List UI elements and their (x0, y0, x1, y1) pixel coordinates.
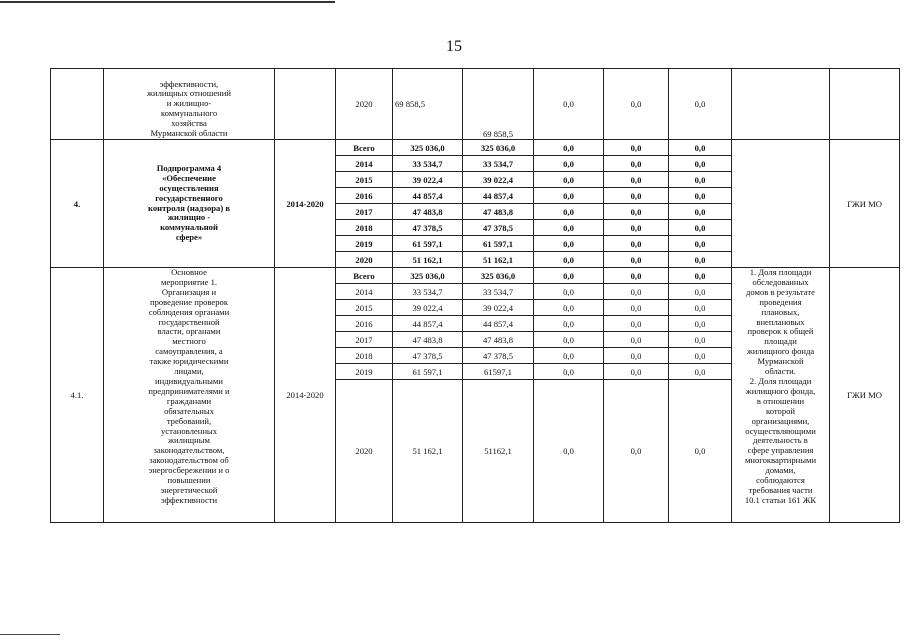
bottom-rule (0, 634, 60, 635)
cell-value: 0,0 (604, 332, 669, 348)
cell-value: 0,0 (604, 204, 669, 220)
cell-total: 47 378,5 (393, 348, 463, 364)
cell-value: 0,0 (604, 172, 669, 188)
cell-year: 2015 (336, 172, 393, 188)
cell-budget: 47 378,5 (463, 348, 534, 364)
sub4-indicators (732, 140, 830, 268)
cell-value: 0,0 (669, 332, 732, 348)
cell-total: 61 597,1 (393, 236, 463, 252)
cell-value: 0,0 (604, 268, 669, 284)
cell-c1: 0,0 (534, 69, 604, 140)
cell-value: 0,0 (604, 252, 669, 268)
top-rule (0, 1, 335, 3)
cell-c2: 0,0 (604, 69, 669, 140)
cell-year: 2016 (336, 188, 393, 204)
cell-budget: 61597,1 (463, 364, 534, 380)
cell-name: эффективности, жилищных отношений и жилищно- коммунального хозяйства Мурманской области (104, 69, 275, 140)
cell-year: 2014 (336, 156, 393, 172)
cell-budget: 39 022,4 (463, 300, 534, 316)
table-row (51, 268, 900, 284)
cell-total: 51 162,1 (393, 252, 463, 268)
cell-value: 0,0 (534, 204, 604, 220)
cell-value: 0,0 (534, 188, 604, 204)
sub4-name: Подпрограмма 4 «Обеспечение осуществления государственного контроля (надзора) в жилищно - коммунальной сфере» (104, 140, 275, 268)
cell-budget: 51162,1 (463, 380, 534, 523)
cell-budget: 325 036,0 (463, 268, 534, 284)
cell-value: 0,0 (669, 236, 732, 252)
cell-year: Всего (336, 140, 393, 156)
cell-value: 0,0 (669, 156, 732, 172)
cell-num (51, 69, 104, 140)
cell-value: 0,0 (669, 188, 732, 204)
cell-budget: 33 534,7 (463, 284, 534, 300)
cell-year: 2018 (336, 220, 393, 236)
cell-value: 0,0 (669, 140, 732, 156)
cell-budget: 44 857,4 (463, 316, 534, 332)
cell-indicators (732, 69, 830, 140)
cell-value: 0,0 (534, 156, 604, 172)
cell-year: 2015 (336, 300, 393, 316)
cell-value: 0,0 (534, 268, 604, 284)
cell-value: 0,0 (604, 156, 669, 172)
cell-value: 0,0 (669, 380, 732, 523)
cell-total: 47 483,8 (393, 332, 463, 348)
cell-year: 2020 (336, 69, 393, 140)
cell-total: 33 534,7 (393, 156, 463, 172)
cell-year: 2019 (336, 364, 393, 380)
cell-year: 2014 (336, 284, 393, 300)
cell-value: 0,0 (534, 172, 604, 188)
cell-value: 0,0 (669, 300, 732, 316)
cell-value: 0,0 (604, 236, 669, 252)
cell-total: 47 378,5 (393, 220, 463, 236)
cell-year: 2016 (336, 316, 393, 332)
cell-value: 0,0 (669, 204, 732, 220)
cell-budget: 39 022,4 (463, 172, 534, 188)
cell-value: 0,0 (604, 300, 669, 316)
cell-value: 0,0 (534, 252, 604, 268)
cell-value: 0,0 (534, 316, 604, 332)
cell-value: 0,0 (534, 332, 604, 348)
cell-value: 0,0 (669, 284, 732, 300)
cell-value: 0,0 (534, 348, 604, 364)
cell-budget: 47 378,5 (463, 220, 534, 236)
cell-year: Всего (336, 268, 393, 284)
cell-value: 0,0 (604, 220, 669, 236)
cell-total: 39 022,4 (393, 172, 463, 188)
cell-value: 0,0 (604, 316, 669, 332)
cell-year: 2017 (336, 204, 393, 220)
cell-value: 0,0 (534, 380, 604, 523)
cell-value: 0,0 (604, 188, 669, 204)
cell-total: 44 857,4 (393, 188, 463, 204)
page-number: 15 (446, 38, 462, 55)
cell-value: 0,0 (604, 364, 669, 380)
cell-value: 0,0 (669, 220, 732, 236)
cell-value: 0,0 (669, 348, 732, 364)
cell-budget: 61 597,1 (463, 236, 534, 252)
m41-period: 2014-2020 (275, 268, 336, 523)
cell-total: 325 036,0 (393, 140, 463, 156)
cell-c3: 0,0 (669, 69, 732, 140)
cell-period (275, 69, 336, 140)
budget-table (50, 68, 900, 523)
table-row (51, 140, 900, 156)
m41-num: 4.1. (51, 268, 104, 523)
m41-name: Основное мероприятие 1. Организация и проведение проверок соблюдения органами государственной власти, органами местного самоуправления, а также юридическими лицами, индивидуальными предпринимателями и гражданами обязательных требований, установленных жилищным законодательством, законодательством об энергосбережении и о повышении энергетической эффективности (104, 268, 275, 523)
m41-indicators: 1. Доля площади обследованных домов в результате проведения плановых, внеплановых проверок к общей площади жилищного фонда Мурманской области. 2. Доля площади жилищного фонда, в отношении которой организациями, осуществляющими деятельность в сфере управления многоквартирными домами, соблюдаются требования части 10.1 статьи 161 ЖК (732, 268, 830, 523)
cell-value: 0,0 (669, 252, 732, 268)
cell-budget: 44 857,4 (463, 188, 534, 204)
cell-value: 0,0 (669, 172, 732, 188)
cell-total: 33 534,7 (393, 284, 463, 300)
cell-budget: 47 483,8 (463, 332, 534, 348)
cell-budget: 33 534,7 (463, 156, 534, 172)
sub4-period: 2014-2020 (275, 140, 336, 268)
cell-budget: 325 036,0 (463, 140, 534, 156)
cell-total: 61 597,1 (393, 364, 463, 380)
cell-year: 2020 (336, 380, 393, 523)
sub4-num: 4. (51, 140, 104, 268)
cell-value: 0,0 (534, 284, 604, 300)
cell-year: 2020 (336, 252, 393, 268)
cell-value: 0,0 (669, 364, 732, 380)
cell-value: 0,0 (604, 348, 669, 364)
cell-total: 39 022,4 (393, 300, 463, 316)
cell-total: 325 036,0 (393, 268, 463, 284)
cell-value: 0,0 (534, 220, 604, 236)
table-row (51, 69, 900, 140)
m41-executor: ГЖИ МО (830, 268, 900, 523)
cell-total: 69 858,5 (393, 69, 463, 140)
cell-value: 0,0 (669, 268, 732, 284)
cell-value: 0,0 (534, 236, 604, 252)
cell-value: 0,0 (604, 284, 669, 300)
cell-value: 0,0 (604, 380, 669, 523)
cell-year: 2019 (336, 236, 393, 252)
cell-year: 2018 (336, 348, 393, 364)
cell-federal: 69 858,5 (463, 69, 534, 140)
cell-value: 0,0 (669, 316, 732, 332)
sub4-executor: ГЖИ МО (830, 140, 900, 268)
cell-budget: 47 483,8 (463, 204, 534, 220)
cell-value: 0,0 (534, 140, 604, 156)
cell-total: 51 162,1 (393, 380, 463, 523)
cell-year: 2017 (336, 332, 393, 348)
cell-value: 0,0 (534, 300, 604, 316)
cell-total: 44 857,4 (393, 316, 463, 332)
cell-total: 47 483,8 (393, 204, 463, 220)
cell-budget: 51 162,1 (463, 252, 534, 268)
cell-value: 0,0 (604, 140, 669, 156)
cell-executor (830, 69, 900, 140)
cell-value: 0,0 (534, 364, 604, 380)
